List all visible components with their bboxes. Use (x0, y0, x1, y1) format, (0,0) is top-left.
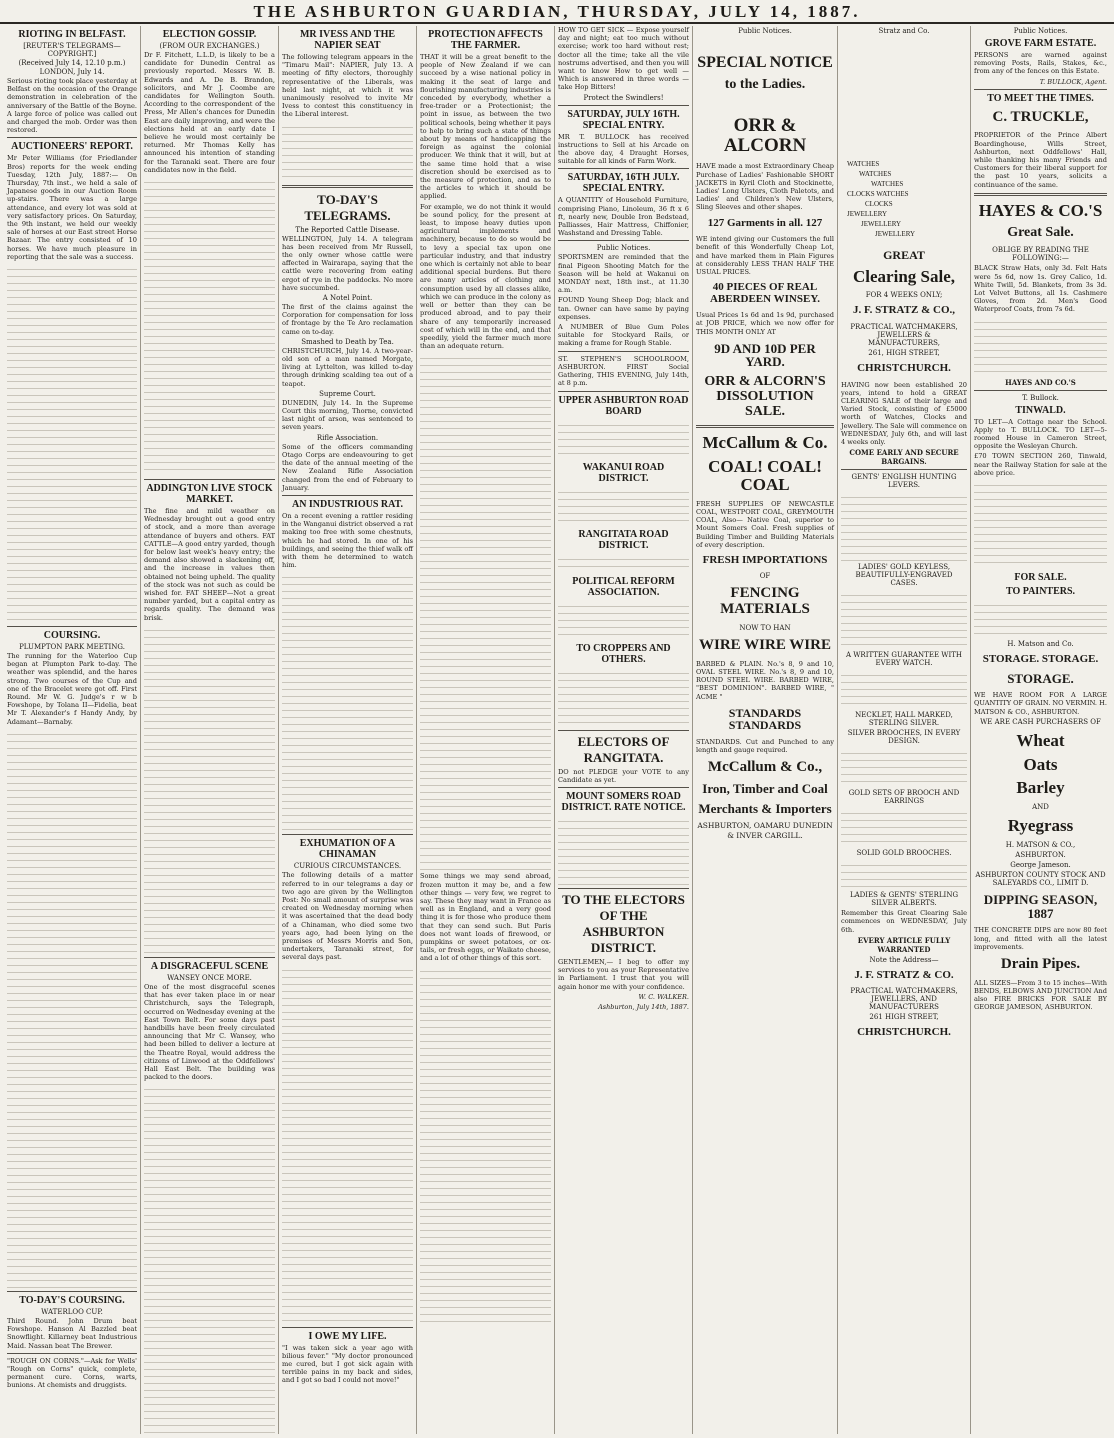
price-list-block (841, 807, 967, 847)
article-protection-1: THAT it will be a great benefit to the people of New Zealand if we can succeed by a wise national policy in making it the seat of large and flourishing manufacturing industries is conceded by everybody, whether a free-trader or a Protectionist; the point in issue, as between the two political schools, being whether it pays to help to bring such a state of things about by means of handicapping the foreign as against the colonial producer. We think that it will, but at the same time hold that a wise discretion should be exercised as to the measure of protection, and as to the articles to which it should be applied. (420, 53, 551, 201)
standards-text: STANDARDS. Cut and Punched to any length and gauge required. (696, 737, 834, 755)
ad-rough-on-corns: "ROUGH ON CORNS."—Ask for Wells' "Rough on Corns" quick, complete, permanent cure. Corns, warts, bunions. At chemists and druggists. (7, 1356, 137, 1390)
garments-text: WE intend giving our Customers the full benefit of this Wonderfully Cheap Lot, and have marked them in Plain Figures at considerably LESS THAN HALF THE USUAL PRICES. (696, 235, 834, 276)
body-text-block (420, 965, 551, 1325)
to-the-ladies: to the Ladies. (724, 76, 806, 92)
come-early: COME EARLY AND SECURE BARGAINS. (849, 448, 959, 467)
public-notices-head: Public Notices. (596, 244, 651, 253)
reuter-tag: [REUTER'S TELEGRAMS—COPYRIGHT.] (23, 42, 121, 58)
received-date: (Received July 14, 12.10 p.m.) (18, 59, 126, 67)
notice-wakanui: WAKANUI ROAD DISTRICT. (582, 461, 665, 484)
subhead-swindlers: Protect the Swindlers! (583, 93, 664, 102)
notice-rangitata: RANGITATA ROAD DISTRICT. (578, 528, 669, 551)
town-section: £70 TOWN SECTION 260, Tinwald, near the Railway Station for sale at the above price. (974, 452, 1107, 477)
bullock-head: T. Bullock. (1022, 393, 1059, 402)
stratz-name: J. F. STRATZ & CO., (852, 304, 956, 317)
tinwald: TINWALD. (1015, 404, 1066, 416)
watch-line: CLOCKS (865, 200, 893, 208)
body-text-block (282, 964, 413, 1324)
jameson-head: George Jameson. (1010, 861, 1071, 870)
headline-telegrams: TO-DAY'S TELEGRAMS. (304, 191, 391, 223)
headline-addington: ADDINGTON LIVE STOCK MARKET. (146, 483, 273, 506)
body-text-block (282, 121, 413, 181)
special-notice: SPECIAL NOTICE (697, 54, 833, 71)
of-label: OF (759, 572, 771, 581)
body-text-block (974, 479, 1107, 569)
winsey-title: 40 PIECES OF REAL ABERDEEN WINSEY. (709, 281, 821, 305)
subhead-rifle: Rifle Association. (316, 433, 379, 442)
body-text-block (558, 815, 689, 885)
standards-title: STANDARDS STANDARDS (728, 705, 802, 733)
body-text-block (558, 667, 689, 727)
wire-text: BARBED & PLAIN. No.'s 8, 9 and 10, OVAL STEEL WIRE. No.'s 8, 9 and 10, ROUND STEEL WIRE. BARBED WIRE, "BEST DOMINION". BARBED WIRE, " ACME " (696, 659, 834, 701)
matson-sig: H. MATSON & CO., (1005, 841, 1076, 850)
divider (558, 391, 689, 392)
four-weeks: FOR 4 WEEKS ONLY; (865, 291, 943, 300)
divider (558, 168, 689, 169)
divider (696, 425, 834, 428)
body-text-block (974, 599, 1107, 639)
article-disgraceful: One of the most disgraceful scenes that has ever taken place in or near Christchurch, says the Telegraph, occurred on Wednesday evening at the East Town Belt. For some days past handbills have been freely circulated announcing that Mr C. Wansey, who had been billed to deliver a lecture at the Theatre Royal, would address the citizens of Linwood at the Oddfellows' Hall East Belt. The building was packed to the doors. (144, 982, 275, 1082)
article-belfast: Serious rioting took place yesterday at Belfast on the occasion of the Orange demonstration in celebration of the anniversary of the Battle of the Boyne. A large force of police was called out and charged the mob. Order was then restored. (7, 77, 137, 135)
dateline: LONDON, July 14. (39, 68, 105, 76)
body-text-block (144, 176, 275, 476)
headline-owe-life: I OWE MY LIFE. (308, 1330, 387, 1342)
notice-croppers: TO CROPPERS AND OTHERS. (576, 642, 671, 665)
auction-1-text: MR T. BULLOCK has received instructions to Sell at his Arcade on the above day, 4 Draught Horses, suitable for all kinds of Farm Work. (558, 132, 689, 166)
public-notices-head: Public Notices. (738, 27, 792, 35)
auction-2-text: A QUANTITY of Household Furniture, comprising Piano, Linoleum, 36 ft x 6 ft, nearly new, Double Iron Bedstead, Palliasses, Hair Mattress, Chiffonier, Washstand and Dressing Table. (558, 196, 689, 238)
signature: W. C. WALKER. (638, 992, 689, 1001)
now-to-hand: NOW TO HAN (739, 623, 791, 632)
body-text-block (144, 624, 275, 954)
price-list-block (841, 859, 967, 889)
note-address: Note the Address— (869, 955, 939, 964)
article-rifle: Some of the officers commanding Otago Corps are endeavouring to get the date of the annual meeting of the New Zealand Rifle Association changed from the end of February to January. (282, 442, 413, 492)
item-alberts: LADIES & GENTS' STERLING SILVER ALBERTS. (849, 891, 959, 908)
grove-farm-text: PERSONS are warned against removing Posts, Rails, Stakes, &c., from any of the fences on this Estate. (974, 51, 1107, 76)
stratz-text: HAVING now been established 20 years, intend to hold a GREAT CLEARING SALE of their large and Varied Stock, consisting of £5000 worth of Watches, Clocks and Jewellery. The Sale will commence on WEDNESDAY, July 6th, and will last 4 weeks only. (841, 380, 967, 446)
notice-political: POLITICAL REFORM ASSOCIATION. (572, 575, 675, 598)
public-notices-head: Public Notices. (1013, 27, 1068, 35)
headline-coursing: COURSING. (43, 630, 101, 642)
masthead (0, 0, 1114, 24)
divider (558, 787, 689, 788)
stratz-footer-street: 261 HIGH STREET, (869, 1013, 939, 1022)
headline-auctioneers: AUCTIONEERS' REPORT. (11, 141, 133, 153)
divider (558, 888, 689, 889)
divider (282, 1327, 413, 1328)
and-label: AND (1032, 803, 1049, 812)
mccallum-title: McCallum & Co. (702, 433, 828, 453)
divider (7, 1353, 137, 1354)
notice-date: Ashburton, July 14th, 1887. (598, 1002, 689, 1011)
columns (4, 26, 1110, 1434)
stratz-head: Stratz and Co. (878, 27, 930, 35)
stratz-footer-name: J. F. STRATZ & CO. (854, 968, 954, 981)
body-text-block (282, 571, 413, 831)
hayes-sig: HAYES AND CO.'S (1005, 377, 1076, 387)
article-coursing: The running for the Waterloo Cup began at Plumpton Park to-day. The weather was splendid, and the hares strong. Two courses of the Cup and one of the Bracelet were got off. First Round. Mr W. G. Judge's r w b Fowshope, by Tolana II—Fidelia, beat Mr T. Alexander's f Handy Andy, by Adamant—Barnaby. (7, 652, 137, 726)
headline-exhumation: EXHUMATION OF A CHINAMAN (299, 838, 396, 861)
article-addington: The fine and mild weather on Wednesday brought out a good entry of stock, and a more than average attendance of buyers and others. FAT CATTLE—A good entry yarded, though for below last week's heavy entry; the demand also showed a slackening off, and the increase in values then obtained not being upheld. The quality of the stock was not such as could be wished for. FAT SHEEP—Not a great number yarded, but a capital entry as regards quality. The demand was brisk. (144, 507, 275, 622)
headline-rat: AN INDUSTRIOUS RAT. (291, 498, 404, 510)
oats: Oats (1023, 754, 1058, 774)
storage-text: WE HAVE ROOM FOR A LARGE QUANTITY OF GRAIN. NO VERMIN. H. MATSON & CO., ASHBURTON. (974, 691, 1107, 716)
coursing-sub: PLUMPTON PARK MEETING. (19, 643, 125, 652)
meet-times: TO MEET THE TIMES. (987, 92, 1094, 104)
column-2 (140, 26, 278, 1434)
notice-electors-text: DO not PLEDGE your VOTE to any Candidate as yet. (558, 767, 689, 784)
notice-found-dog: FOUND Young Sheep Dog; black and tan. Owner can have same by paying expenses. (558, 296, 689, 321)
divider (558, 351, 689, 352)
to-painters: TO PAINTERS. (1005, 585, 1076, 597)
notice-ashburton-electors: TO THE ELECTORS OF THE ASHBURTON DISTRICT. (562, 891, 685, 955)
merchants-importers: Merchants & Importers (698, 800, 832, 816)
divider (974, 390, 1107, 391)
column-5 (554, 26, 692, 1434)
divider (841, 469, 967, 470)
mccallum-footer: McCallum & Co., (707, 759, 823, 776)
divider (974, 89, 1107, 90)
winsey-price: 9D AND 10D PER YARD. (714, 340, 816, 370)
watch-line: WATCHES (847, 160, 880, 168)
notice-st-stephens: ST. STEPHEN'S SCHOOLROOM, ASHBURTON. FIRST Social Gathering, THIS EVENING, July 14th, at 8 p.m. (558, 354, 689, 388)
divider (558, 240, 689, 241)
watch-line: WATCHES (871, 180, 904, 188)
price-list-block (841, 747, 967, 787)
watch-line: JEWELLERY (875, 230, 916, 238)
stratz-street: 261, HIGH STREET, (868, 348, 940, 357)
warranted: EVERY ARTICLE FULLY WARRANTED (857, 935, 951, 954)
hayes-text: BLACK Straw Hats, only 3d. Felt Hats were 5s 6d, now 1s. Grey Calico, 1d. White Twill, 5d. Blankets, from 3s 3d. Lot Velvet Buttons, all 1s. Cashmere Gloves, from 2d. Men's Good Waterproof Coats, from 7s 6d. (974, 264, 1107, 314)
storage-2: STORAGE. (1007, 670, 1074, 686)
item-silver-brooches: SILVER BROOCHES, IN EVERY DESIGN. (847, 729, 961, 746)
price-list-block (841, 491, 967, 561)
price-list-block (841, 589, 967, 649)
truckle-name: C. TRUCKLE, (992, 108, 1089, 125)
iron-timber-coal: Iron, Timber and Coal (702, 781, 828, 797)
matson-town: ASHBURTON. (1015, 851, 1066, 860)
body-text-block (558, 600, 689, 640)
subhead-court: Supreme Court. (319, 389, 376, 398)
masthead-title: THE ASHBURTON GUARDIAN, THURSDAY, JULY 14, 1887. (253, 2, 861, 21)
waterloo-cup: WATERLOO CUP. (41, 1307, 103, 1316)
article-ivess: The following telegram appears in the "Timaru Mail": NAPIER, July 13. A meeting of fifty electors, thoroughly representative of the Liberals, was held last night, at which it was unanimously resolved to invite Mr Ivess to contest this constituency in the Liberal interest. (282, 53, 413, 119)
clearing-sale: Clearing Sale, (853, 266, 955, 286)
orr-alcorn-title: ORR & ALCORN (723, 115, 807, 157)
notice-blue-gum: A NUMBER of Blue Gum Poles suitable for Stockyard Rails, or making a frame for Rough Stable. (558, 323, 689, 348)
orr-alcorn-text: HAVE made a most Extraordinary Cheap Purchase of Ladies' Fashionable SHORT JACKETS in Kyril Cloth and Stockinette, Ladies' Long Ulsters, Cloth Paletots, and Ladies' and Children's New Ulsters, Sling Sleeves and other shapes. (696, 162, 834, 212)
drain-pipes-text: ALL SIZES—From 3 to 15 inches—With BENDS, ELBOWS AND JUNCTION And also FIRE BRICKS FOR SALE BY GEORGE JAMESON, ASHBURTON. (974, 978, 1107, 1012)
coal-title: COAL! COAL! COAL (708, 457, 822, 494)
tinwald-text: TO LET—A Cottage near the School. Apply to T. BULLOCK. TO LET—5-roomed House in Cameron Street, opposite the Wesleyan Church. (974, 417, 1107, 451)
divider (282, 834, 413, 835)
divider (144, 957, 275, 958)
ryegrass: Ryegrass (1007, 816, 1074, 836)
divider (974, 193, 1107, 196)
headline-ivess: MR IVESS AND THE NAPIER SEAT (299, 29, 396, 51)
drain-pipes: Drain Pipes. (1000, 956, 1081, 973)
article-tea: CHRISTCHURCH, July 14. A two-year-old son of a man named Morgate, living at Lyttelton, was killed to-day through drinking scalding tea out of a teapot. (282, 346, 413, 388)
price-list-block (841, 669, 967, 709)
fencing-materials: FENCING MATERIALS (720, 585, 810, 618)
headline-disgraceful: A DISGRACEFUL SCENE (150, 960, 269, 972)
body-text-block (7, 263, 137, 623)
article-notel: The first of the claims against the Corporation for compensation for loss of frontage by the Te Aro reclamation came on to-day. (282, 303, 413, 336)
item-ladies-keyless: LADIES' GOLD KEYLESS, BEAUTIFULLY-ENGRAVED CASES. (855, 563, 953, 588)
watch-line: CLOCKS WATCHES (847, 190, 909, 198)
saleyards: ASHBURTON COUNTY STOCK AND SALEYARDS CO., LIMIT D. (975, 871, 1106, 888)
watch-line: WATCHES (859, 170, 892, 178)
column-1 (4, 26, 140, 1434)
notice-sportsmen: SPORTSMEN are reminded that the final Pigeon Shooting Match for the Season will be held at Wakanui on MONDAY next, 18th inst., at 11.30 a.m. (558, 253, 689, 295)
article-exhumation: The following details of a matter referred to in our telegrams a day or two ago are given by the Wellington Post: No small amount of surprise was created on Wednesday morning when it was ascertained that the dead body of a Chinaman, who died some two years ago, had been lying on the premises of Messrs Morris and Son, undertakers, Taranaki street, for several days past. (282, 871, 413, 962)
subhead-cattle: The Reported Cattle Disease. (295, 225, 400, 234)
truckle-text: PROPRIETOR of the Prince Albert Boardinghouse, Wills Street, Ashburton, next Oddfellows' Hall, while thanking his many Friends and Customers for their liberal support for the past 10 years, solicits a continuance of the same. (974, 131, 1107, 189)
item-necklet: NECKLET, HALL MARKED, STERLING SILVER. (855, 711, 953, 728)
watch-line: JEWELLERY (861, 220, 902, 228)
subhead-tea: Smashed to Death by Tea. (301, 337, 394, 346)
dipping-text: THE CONCRETE DIPS are now 80 feet long, and fitted with all the latest improvements. (974, 926, 1107, 951)
dissolution-sale: ORR & ALCORN'S DISSOLUTION SALE. (704, 374, 826, 419)
wheat: Wheat (1016, 730, 1065, 750)
headline-election-gossip: ELECTION GOSSIP. (162, 29, 257, 40)
wire-title: WIRE WIRE WIRE (699, 636, 831, 653)
headline-protection: PROTECTION AFFECTS THE FARMER. (428, 29, 543, 51)
body-text-block (558, 553, 689, 573)
item-gold-sets: GOLD SETS OF BROOCH AND EARRINGS (848, 789, 960, 806)
notice-electors-rangitata: ELECTORS OF RANGITATA. (577, 733, 670, 765)
dipping-season: DIPPING SEASON, 1887 (983, 892, 1098, 921)
divider (7, 137, 137, 138)
great-label: GREAT (883, 248, 925, 262)
divider (282, 185, 413, 188)
auction-1-head: SATURDAY, JULY 16TH. SPECIAL ENTRY. (567, 108, 680, 131)
grove-farm: GROVE FARM ESTATE. (984, 38, 1097, 49)
article-rat: On a recent evening a rattler residing in the Wanganui district observed a rat making too free with some chestnuts, which he had stored. In one of his buildings, and seeing the thief walk off with them he determined to watch him. (282, 511, 413, 570)
garments-count: 127 Garments in all. 127 (707, 216, 823, 229)
headline-belfast: RIOTING IN BELFAST. (18, 29, 126, 40)
hayes-great-sale: Great Sale. (1007, 224, 1074, 240)
article-election: Dr F. Fitchett, L.L.D, is likely to be a candidate for Dunedin Central as previously reported. Messrs W. B. Edwards and A. De B. Brandon, solicitors, and Mr J. Coombe are candidates for Wellington South. According to the correspondent of the Press, Mr Allen's chances for Dunedin East are daily improving, and were the elections held at an early date I believe he would most certainly be returned. Mr Thomas Kelly has announced his intention of standing for the Taranaki seat. There are four candidates now in the field. (144, 51, 275, 174)
notice-upper-ashburton: UPPER ASHBURTON ROAD BOARD (558, 394, 689, 417)
column-3 (278, 26, 416, 1434)
stratz-trade: PRACTICAL WATCHMAKERS, JEWELLERS & MANUFACTURERS, (850, 322, 958, 347)
ad-owe-life: "I was taken sick a year ago with bilious fever." "My doctor pronounced me cured, but I got sick again with terrible pains in my back and sides, and I got so bad I could not move!" (282, 1343, 413, 1385)
notice-mount-somers: MOUNT SOMERS ROAD DISTRICT. RATE NOTICE. (561, 790, 686, 813)
hop-bitters-notice: HOW TO GET SICK — Expose yourself day and night; eat too much without exercise; work too hard without rest; doctor all the time; take all the vile nostrums advertised, and then you will want to know How to get well — Which is answered in three words — take Hop Bitters! (558, 26, 689, 92)
item-hunting-levers: GENTS' ENGLISH HUNTING LEVERS. (851, 473, 957, 490)
headline-todays-coursing: TO-DAY'S COURSING. (19, 1294, 125, 1306)
watch-line: JEWELLERY (847, 210, 888, 218)
watch-list (841, 155, 967, 243)
coal-text: FRESH SUPPLIES OF NEWCASTLE COAL, WESTPORT COAL, GREYMOUTH COAL, Also— Native Coal, superior to Mount Somers Coal. Fresh supplies of Building Timber and Building Materials of every description. (696, 499, 834, 549)
stratz-remember: Remember this Great Clearing Sale commences on WEDNESDAY, July 6th. (841, 909, 967, 934)
notice-ashburton-text: GENTLEMEN,— I beg to offer my services to you as your Representative in Parliament. I trust that you will again honor me with your confidence. (558, 957, 689, 991)
article-auctioneers: Mr Peter Williams (for Friedlander Bros) reports for the week ending Tuesday, 12th July, 1887:— On Thursday, 7th inst., we held a sale of Japanese goods in our Auction Room up-stairs. There was a large attendance, and every lot was sold at very satisfactory prices. On Saturday, the 9th instant, we held our weekly sale of horses at our East street Horse Bazaar. The entry consisted of 10 horses. We have much pleasure in reporting that the sale was a success. (7, 154, 137, 261)
mccallum-towns: ASHBURTON, OAMARU DUNEDIN & INVER CARGILL. (697, 821, 833, 841)
election-sub: (FROM OUR EXCHANGES.) (159, 42, 260, 50)
hayes-title: HAYES & CO.'S (978, 200, 1103, 220)
divider (558, 105, 689, 106)
for-sale: FOR SALE. (1014, 571, 1067, 583)
article-cattle: WELLINGTON, July 14. A telegram has been received from Mr Russell, the only owner whose cattle were affected in Wairarapa, saying that the cattle were recovering from eating ergot of rye in the paddocks. No more have succumbed. (282, 234, 413, 292)
article-protection-2: For example, we do not think it would be sound policy, for the present at least, to impose heavy duties upon agricultural implements and machinery, because to do so would be to levy a special tax upon one particular industry, and that industry one which is certainly not able to bear additional special burdens. But there are many articles of clothing and consumption used by all classes alike, which we can produce in the colony as well or better than they can be produced abroad, and to pay their share of any temporarily increased cost of which will in the end, and that speedily, yield the farmer much more than an adequate return. (420, 202, 551, 351)
divider (558, 730, 689, 731)
stratz-city: CHRISTCHURCH. (857, 361, 951, 374)
divider (7, 1291, 137, 1292)
divider (7, 626, 137, 627)
article-court: DUNEDIN, July 14. In the Supreme Court this morning, Thorne, convicted last night of arson, was sentenced to seven years. (282, 398, 413, 432)
barley: Barley (1016, 778, 1065, 798)
item-guarantee: A WRITTEN GUARANTEE WITH EVERY WATCH. (845, 651, 963, 668)
article-protection-3: Some things we may send abroad, frozen mutton it may be, and a few other things — very few, we regret to say. These they may want in France as well as in England, and a very good thing it is for those who produce them that they can send such. But Paris does not want loads of firewood, or pumpkins or sweet potatoes, or ox-tails, or fresh eggs, or Waikato cheese, and a lot of other things of this sort. (420, 872, 551, 963)
body-text-block (420, 352, 551, 872)
body-text-block (7, 728, 137, 1288)
grove-farm-sig: T. BULLOCK, Agent. (1039, 77, 1107, 86)
column-6 (692, 26, 837, 1434)
column-7 (837, 26, 970, 1434)
body-text-block (558, 486, 689, 526)
article-todays-coursing: Third Round. John Drum beat Fowshope. Hanson Al Bazzled beat Snowflight. Killarney beat Industrious Maid. Nassan beat The Brewer. (7, 1316, 137, 1350)
hayes-oblige: OBLIGE BY READING THE FOLLOWING:— (992, 246, 1089, 263)
winsey-text: Usual Prices 1s 6d and 1s 9d, purchased at JOB PRICE, which we now offer for THIS MONTH ONLY AT (696, 311, 834, 336)
divider (144, 479, 275, 480)
stratz-footer-city: CHRISTCHURCH. (857, 1026, 951, 1039)
body-text-block (144, 1083, 275, 1434)
auction-2-head: SATURDAY, 16TH JULY. SPECIAL ENTRY. (567, 172, 680, 195)
subhead-notel: A Notel Point. (322, 294, 373, 303)
cash-purchasers: WE ARE CASH PURCHASERS OF (980, 717, 1101, 726)
stratz-footer-trade: PRACTICAL WATCHMAKERS, JEWELLERS, AND MANUFACTURERS (850, 987, 958, 1012)
divider (282, 495, 413, 496)
item-solid-gold: SOLID GOLD BROOCHES. (856, 849, 952, 858)
price-list-block (974, 316, 1107, 376)
matson-head: H. Matson and Co. (1007, 639, 1074, 648)
column-4 (416, 26, 554, 1434)
exhumation-sub: CURIOUS CIRCUMSTANCES. (293, 862, 402, 871)
fresh-importations: FRESH IMPORTATIONS (702, 553, 828, 566)
storage-1: STORAGE. STORAGE. (982, 652, 1099, 665)
body-text-block (558, 419, 689, 459)
disgraceful-sub: WANSEY ONCE MORE. (167, 973, 252, 982)
column-8 (970, 26, 1110, 1434)
